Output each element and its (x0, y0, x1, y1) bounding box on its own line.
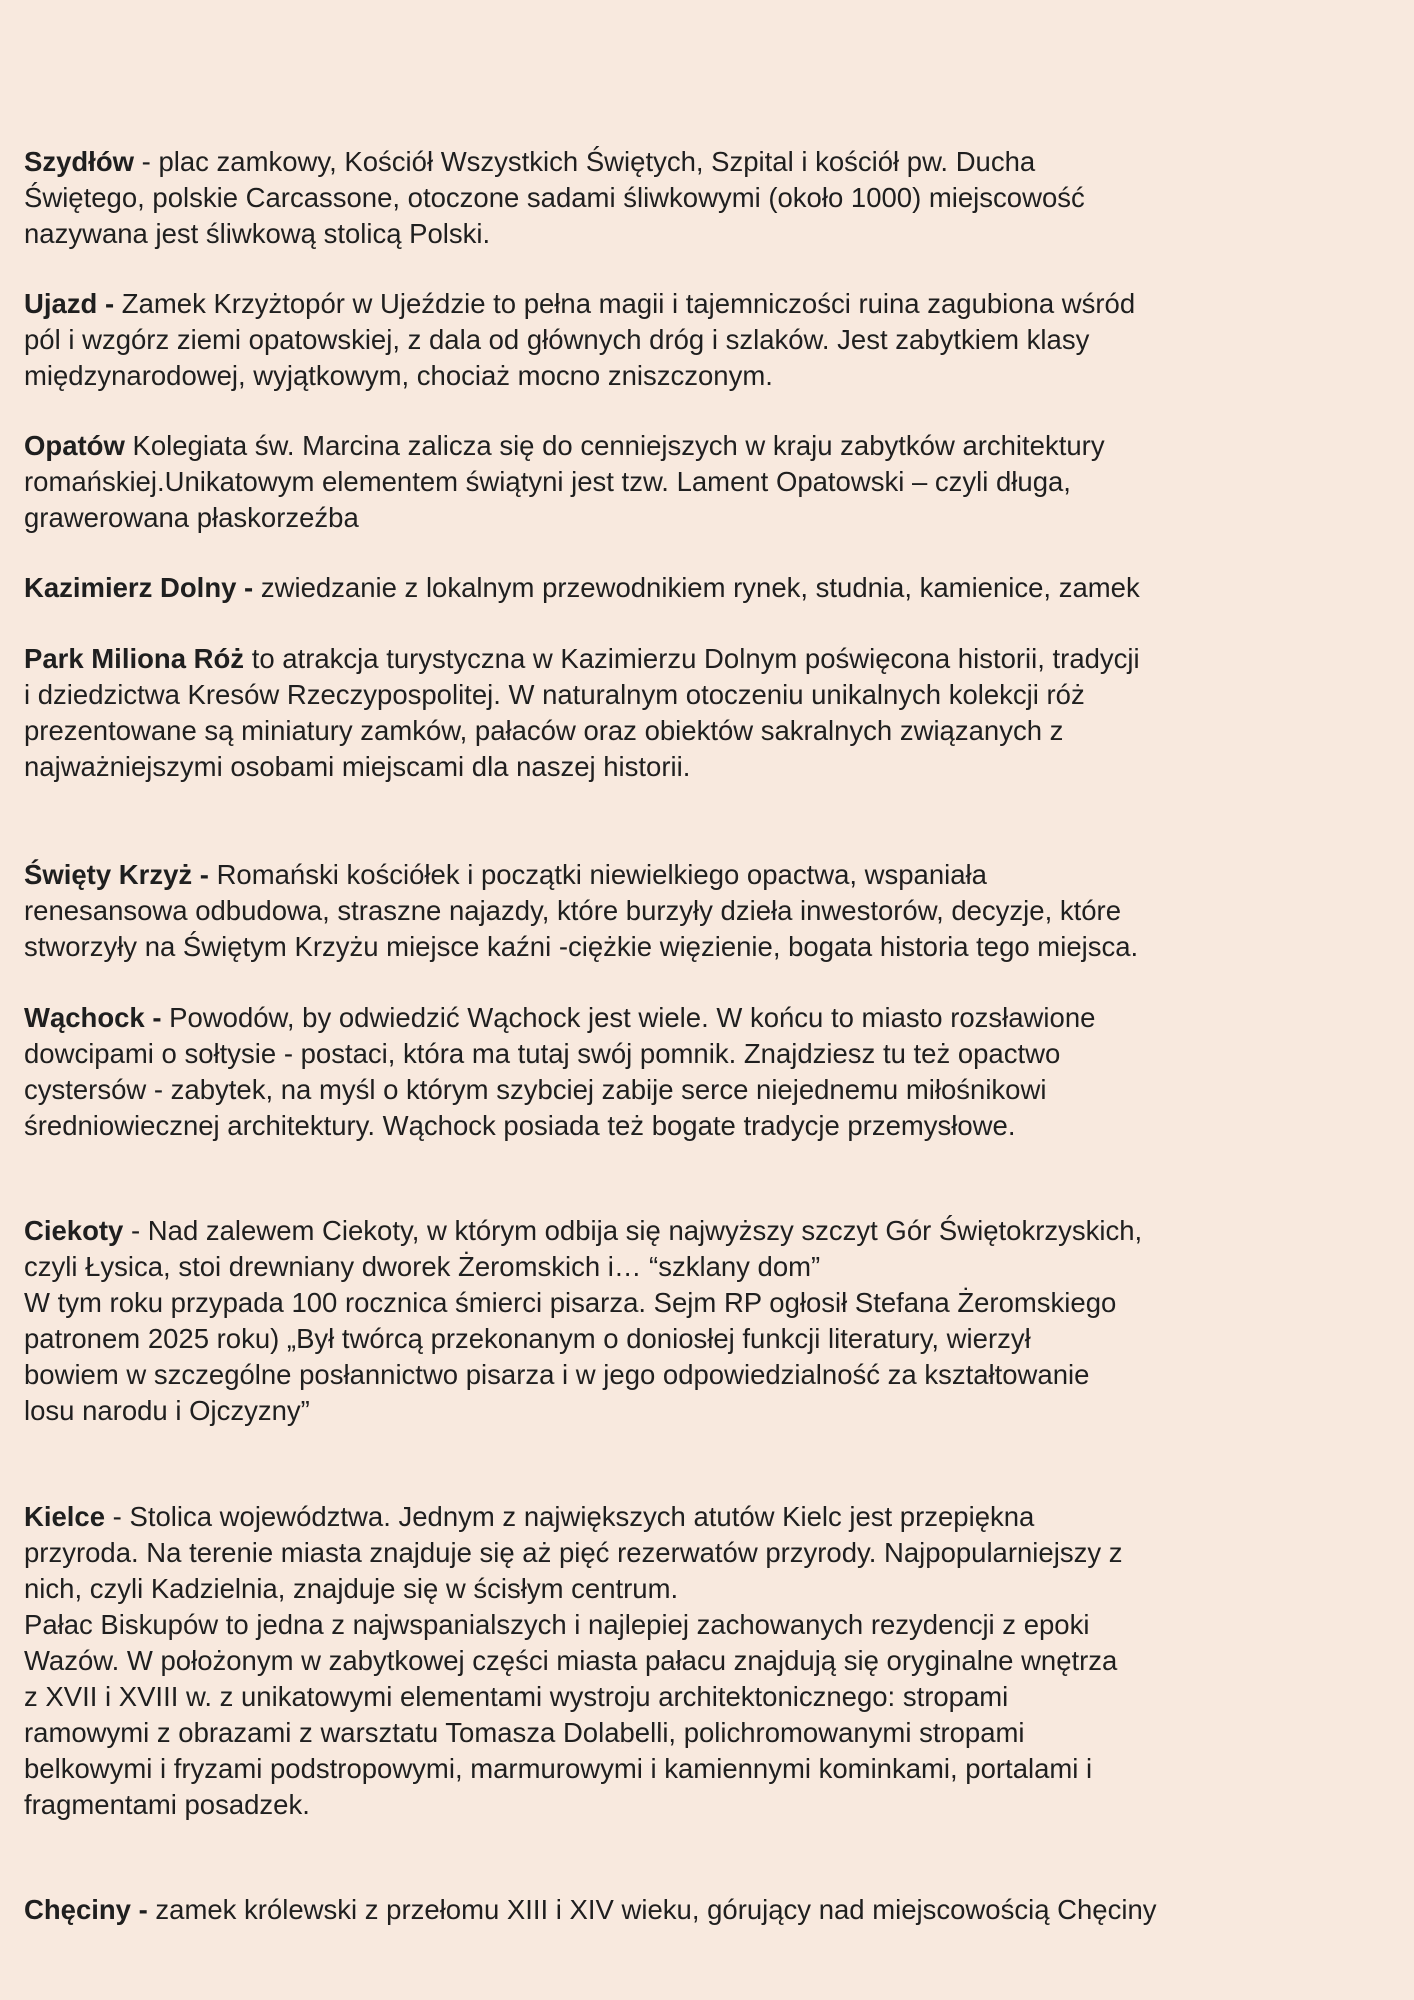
entry-title: Ciekoty (24, 1215, 124, 1246)
entry-line (24, 428, 1396, 464)
entry-line: Wazów. W położonym w zabytkowej części miasta pałacu znajdują się oryginalne wnętrza (24, 1645, 1118, 1676)
entry-line: i dziedzictwa Kresów Rzeczypospolitej. W naturalnym otoczeniu unikalnych kolekcji róż (24, 679, 1085, 710)
entry-line: cystersów - zabytek, na myśl o którym szybciej zabije serce niejednemu miłośnikowi (24, 1074, 1047, 1105)
entry-line: losu narodu i Ojczyzny” (24, 1395, 310, 1426)
entry-swiety-krzyz (24, 857, 1396, 965)
entry-title: Kielce (24, 1501, 106, 1532)
entry-line: średniowiecznej architektury. Wąchock posiada też bogate tradycje przemysłowe. (24, 1110, 1016, 1141)
entry-line: ramowymi z obrazami z warsztatu Tomasza Dolabelli, polichromowanymi stropami (24, 1717, 1025, 1748)
entry-opatow (24, 428, 1396, 536)
entry-line: Świętego, polskie Carcassone, otoczone sadami śliwkowymi (około 1000) miejscowość (24, 182, 1085, 213)
entry-line: przyroda. Na terenie miasta znajduje się aż pięć rezerwatów przyrody. Najpopularniejszy z (24, 1537, 1123, 1568)
entry-line: nich, czyli Kadzielnia, znajduje się w ścisłym centrum. (24, 1573, 679, 1604)
entry-text: zamek królewski z przełomu XIII i XIV wieku, górujący nad miejscowością Chęciny (155, 1894, 1157, 1925)
entry-title: Wąchock - (24, 1002, 162, 1033)
entry-szydlow (24, 144, 1396, 252)
entry-title: Szydłów (24, 146, 135, 177)
entry-line (24, 857, 1396, 893)
entry-separator (209, 859, 217, 890)
entry-line (24, 1499, 1396, 1535)
entry-line: W tym roku przypada 100 rocznica śmierci pisarza. Sejm RP ogłosił Stefana Żeromskiego (24, 1287, 1117, 1318)
entry-line: romańskiej.Unikatowym elementem świątyni jest tzw. Lament Opatowski – czyli długa, (24, 466, 1071, 497)
entry-line (24, 1213, 1396, 1249)
entry-line: czyli Łysica, stoi drewniany dworek Żeromskich i… “szklany dom” (24, 1251, 821, 1282)
entry-title: Święty Krzyż - (24, 859, 209, 890)
entry-ciekoty (24, 1213, 1396, 1429)
entry-text: Kolegiata św. Marcina zalicza się do cenniejszych w kraju zabytków architektury (132, 430, 1105, 461)
entry-separator (114, 288, 122, 319)
entry-text: Nad zalewem Ciekoty, w którym odbija się najwyższy szczyt Gór Świętokrzyskich, (147, 1215, 1143, 1246)
entry-text: plac zamkowy, Kościół Wszystkich Świętych, Szpital i kościół pw. Ducha (158, 146, 1036, 177)
entry-line: bowiem w szczególne posłannictwo pisarza i w jego odpowiedzialność za kształtowanie (24, 1359, 1090, 1390)
entry-text: Romański kościółek i początki niewielkiego opactwa, wspaniała (216, 859, 987, 890)
entry-title: Kazimierz Dolny - (24, 572, 254, 603)
entry-separator (244, 643, 252, 674)
entry-line: stworzyły na Świętym Krzyżu miejsce kaźni -ciężkie więzienie, bogata historia tego miejsca. (24, 931, 1139, 962)
entry-line: nazywana jest śliwkową stolicą Polski. (24, 218, 491, 249)
entry-line: dowcipami o sołtysie - postaci, która ma tutaj swój pomnik. Znajdziesz tu też opactwo (24, 1038, 1061, 1069)
entry-text: Stolica województwa. Jednym z największych atutów Kielc jest przepiękna (129, 1501, 1035, 1532)
entry-separator (253, 572, 261, 603)
entry-park-miliona-roz (24, 641, 1396, 785)
entry-line (24, 570, 1396, 606)
entry-ujazd (24, 286, 1396, 394)
entry-line (24, 144, 1396, 180)
entry-separator: - (134, 146, 159, 177)
entry-line: Pałac Biskupów to jedna z najwspanialszych i najlepiej zachowanych rezydencji z epoki (24, 1609, 1090, 1640)
entry-text: Zamek Krzyżtopór w Ujeździe to pełna magii i tajemniczości ruina zagubiona wśród (121, 288, 1136, 319)
entry-title: Park Miliona Róż (24, 643, 245, 674)
entry-line (24, 641, 1396, 677)
entry-title: Opatów (24, 430, 125, 461)
entry-kielce (24, 1499, 1396, 1823)
entry-line (24, 1892, 1396, 1928)
entry-wachock (24, 1000, 1396, 1144)
entry-title: Chęciny - (24, 1894, 148, 1925)
entry-line: grawerowana płaskorzeźba (24, 502, 359, 533)
entry-line: z XVII i XVIII w. z unikatowymi elementami wystroju architektonicznego: stropami (24, 1681, 1009, 1712)
entry-separator: - (123, 1215, 148, 1246)
entry-line: fragmentami posadzek. (24, 1789, 310, 1820)
entry-line (24, 1000, 1396, 1036)
entry-line: prezentowane są miniatury zamków, pałaców oraz obiektów sakralnych związanych z (24, 715, 1064, 746)
entry-line: międzynarodowej, wyjątkowym, chociaż mocno zniszczonym. (24, 360, 773, 391)
entry-line: renesansowa odbudowa, straszne najazdy, które burzyły dzieła inwestorów, decyzje, które (24, 895, 1122, 926)
entry-line: belkowymi i fryzami podstropowymi, marmurowymi i kamiennymi kominkami, portalami i (24, 1753, 1093, 1784)
entry-line: patronem 2025 roku) „Był twórcą przekonanym o doniosłej funkcji literatury, wierzył (24, 1323, 1031, 1354)
entry-separator: - (105, 1501, 130, 1532)
entry-kazimierz-dolny (24, 570, 1396, 606)
entry-text: zwiedzanie z lokalnym przewodnikiem rynek, studnia, kamienice, zamek (260, 572, 1140, 603)
entry-checiny (24, 1892, 1396, 1928)
entry-text: Powodów, by odwiedzić Wąchock jest wiele. W końcu to miasto rozsławione (169, 1002, 1096, 1033)
entry-title: Ujazd - (24, 288, 115, 319)
entry-line: pól i wzgórz ziemi opatowskiej, z dala od głównych dróg i szlaków. Jest zabytkiem klasy (24, 324, 1090, 355)
entry-text: to atrakcja turystyczna w Kazimierzu Dolnym poświęcona historii, tradycji (251, 643, 1140, 674)
entry-line: najważniejszymi osobami miejscami dla naszej historii. (24, 751, 691, 782)
entry-line (24, 286, 1396, 322)
